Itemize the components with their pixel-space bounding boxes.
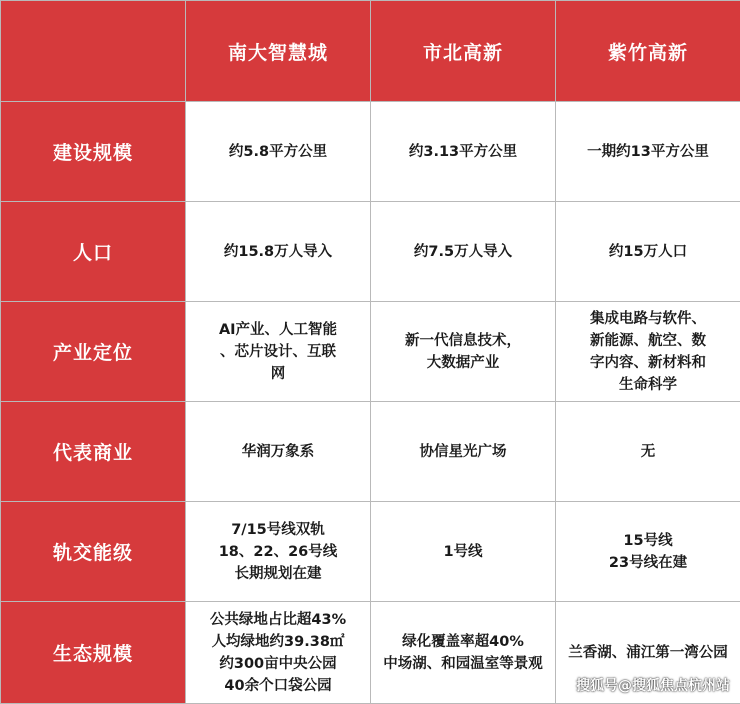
table-row [1,502,740,602]
cell-commerce-shibei [371,402,556,502]
cell-line: 长期规划在建 [192,563,364,585]
cell-line: 新能源、航空、数 [562,330,734,352]
header-nanda: 南大智慧城 [186,1,371,102]
cell-line: 约300亩中央公园 [192,653,364,675]
cell-line: 40余个口袋公园 [192,675,364,697]
cell-line: 中场湖、和园温室等景观 [377,653,549,675]
row-label-ecology: 生态规模 [1,602,186,704]
row-label-population: 人口 [1,202,186,302]
cell-ecology-shibei [371,602,556,704]
row-label-commerce: 代表商业 [1,402,186,502]
cell-line: 约15万人口 [562,241,734,263]
cell-transit-shibei [371,502,556,602]
cell-line: 绿化覆盖率超40% [377,631,549,653]
cell-transit-zizhu [556,502,740,602]
row-label-industry: 产业定位 [1,302,186,402]
header-shibei: 市北高新 [371,1,556,102]
cell-line: 15号线 [562,530,734,552]
cell-line: 网 [192,363,364,385]
cell-line: 大数据产业 [377,352,549,374]
cell-line: 公共绿地占比超43% [192,609,364,631]
cell-line: 新一代信息技术， [377,330,549,352]
cell-industry-shibei [371,302,556,402]
row-label-scale: 建设规模 [1,102,186,202]
watermark: 搜狐号@搜狐焦点杭州站 [576,675,730,695]
cell-line: AI产业、人工智能 [192,319,364,341]
header-zizhu: 紫竹高新 [556,1,740,102]
cell-line: 、芯片设计、互联 [192,341,364,363]
cell-commerce-zizhu [556,402,740,502]
cell-industry-nanda [186,302,371,402]
header-corner [1,1,186,102]
cell-line: 集成电路与软件、 [562,308,734,330]
cell-line: 18、22、26号线 [192,541,364,563]
cell-scale-shibei [371,102,556,202]
cell-line: 华润万象系 [192,441,364,463]
cell-commerce-nanda [186,402,371,502]
cell-line: 生命科学 [562,374,734,396]
cell-line: 无 [562,441,734,463]
cell-line: 字内容、新材料和 [562,352,734,374]
cell-ecology-nanda [186,602,371,704]
cell-population-shibei [371,202,556,302]
cell-line: 1号线 [377,541,549,563]
cell-population-zizhu [556,202,740,302]
cell-scale-nanda [186,102,371,202]
cell-population-nanda [186,202,371,302]
cell-line: 兰香湖、浦江第一湾公园 [562,642,734,664]
table-row [1,102,740,202]
cell-transit-nanda [186,502,371,602]
cell-industry-zizhu [556,302,740,402]
cell-line: 一期约13平方公里 [562,141,734,163]
header-row [1,1,740,102]
cell-line: 约3.13平方公里 [377,141,549,163]
row-label-transit: 轨交能级 [1,502,186,602]
cell-line: 协信星光广场 [377,441,549,463]
cell-line: 约15.8万人导入 [192,241,364,263]
cell-line: 23号线在建 [562,552,734,574]
table-row [1,202,740,302]
table-row [1,402,740,502]
cell-line: 约5.8平方公里 [192,141,364,163]
cell-line: 人均绿地约39.38㎡ [192,631,364,653]
table-row [1,302,740,402]
cell-line: 约7.5万人导入 [377,241,549,263]
cell-scale-zizhu [556,102,740,202]
cell-line: 7/15号线双轨 [192,519,364,541]
